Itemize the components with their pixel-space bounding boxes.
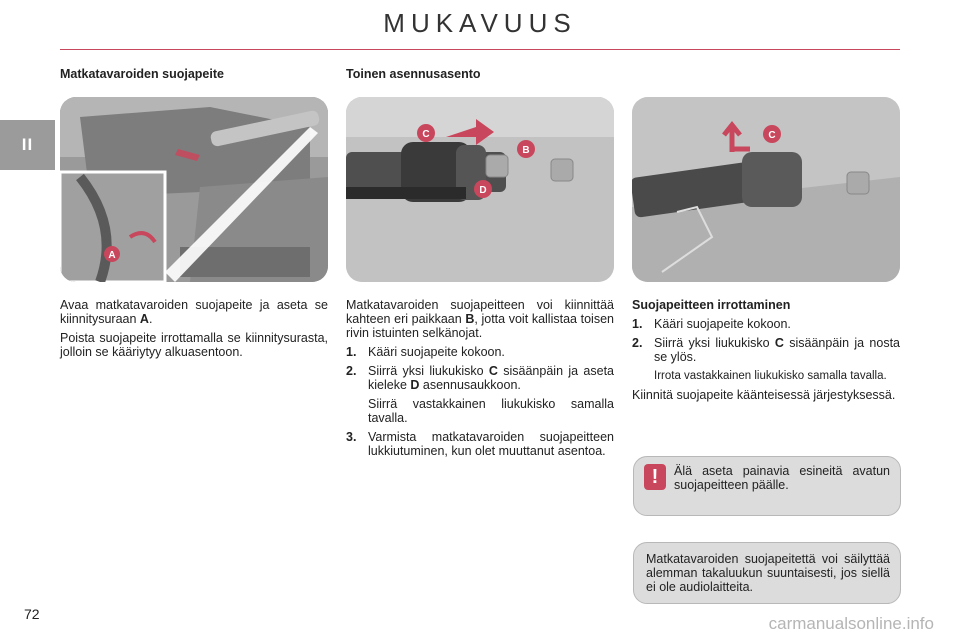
callout-b: B (522, 145, 530, 156)
paragraph-remove: Poista suojapeite irrottamalla se kiinnitysurasta, jolloin se kääriytyy alkuasentoon. (60, 331, 328, 359)
photo-rail-illustration (346, 97, 614, 282)
column-cover-text (60, 298, 328, 364)
column-removal-text (632, 298, 900, 407)
info-text: Matkatavaroiden suojapeitettä voi säilyttää alemman takaluukun suuntaisesti, jos siellä ei ole audiolaitteita. (646, 552, 890, 594)
step-text: Kääri suojapeite kokoon. (368, 345, 505, 359)
text-span: Matkatavaroiden suojapeitteen voi kiinnittää kahteen eri paikkaan (346, 298, 614, 326)
ref-c: C (774, 336, 784, 350)
photo-second-position (346, 97, 614, 282)
text-span: asennusaukkoon. (419, 378, 521, 392)
step-number: 2. (346, 364, 357, 378)
step-text: Kääri suojapeite kokoon. (654, 317, 791, 331)
info-note (633, 542, 901, 604)
header-divider (60, 49, 900, 50)
watermark: carmanualsonline.info (768, 614, 934, 633)
callout-c-removal: C (768, 130, 776, 141)
text-span: . (148, 312, 153, 326)
step-number: 1. (346, 345, 357, 359)
ref-c: C (488, 364, 498, 378)
step-number: 1. (632, 317, 643, 331)
section-heading-cover: Matkatavaroiden suojapeite (60, 67, 224, 81)
chapter-label: II (21, 135, 34, 154)
text-span: sisäänpäin ja aseta kieleke (368, 364, 614, 392)
callout-d: D (479, 185, 487, 196)
photo-cover-removal (632, 97, 900, 282)
paragraph-intro (346, 298, 614, 340)
column-second-position-text (346, 298, 614, 463)
step-3 (346, 430, 614, 458)
ref-a: A (139, 312, 149, 326)
ref-d: D (410, 378, 420, 392)
step-2-sub: Siirrä vastakkainen liukukisko samalla tavalla. (368, 397, 614, 425)
photo-removal-illustration (632, 97, 900, 282)
step-1 (346, 345, 614, 359)
page-number: 72 (24, 606, 40, 622)
text-span: Siirrä yksi liukukisko (654, 336, 775, 350)
step-2 (346, 364, 614, 392)
ref-b: B (465, 312, 475, 326)
removal-heading: Suojapeitteen irrottaminen (632, 298, 791, 312)
removal-step-1 (632, 317, 900, 331)
callout-a: A (108, 250, 116, 261)
photo-cover-illustration (60, 97, 328, 282)
step-text (368, 364, 614, 392)
text-span: Siirrä yksi liukukisko (368, 364, 489, 378)
removal-step-2-sub: Irrota vastakkainen liukukisko samalla tavalla. (654, 370, 887, 382)
warning-text: Älä aseta painavia esineitä avatun suojapeitteen päälle. (674, 464, 890, 492)
text-span: Avaa matkatavaroiden suojapeite ja aseta se kiinnitysuraan (60, 298, 328, 326)
step-text (654, 336, 900, 364)
paragraph-attach (60, 298, 328, 326)
paragraph-reattach: Kiinnitä suojapeite käänteisessä järjestyksessä. (632, 388, 896, 402)
callout-c: C (422, 129, 430, 140)
page-title: MUKAVUUS (383, 8, 577, 38)
warning-note (633, 456, 901, 516)
text-span: sisäänpäin ja nosta se ylös. (654, 336, 900, 364)
step-text: Varmista matkatavaroiden suojapeitteen lukkiutuminen, kun olet muuttanut asentoa. (368, 430, 614, 458)
removal-step-2 (632, 336, 900, 364)
warning-icon: ! (644, 464, 666, 490)
step-number: 3. (346, 430, 357, 444)
step-number: 2. (632, 336, 643, 350)
text-span: , jotta voit kallistaa toisen rivin istuinten selkänojat. (346, 312, 614, 340)
section-heading-second-position: Toinen asennusasento (346, 67, 481, 81)
chapter-tab (0, 120, 55, 170)
photo-cover-installed (60, 97, 328, 282)
